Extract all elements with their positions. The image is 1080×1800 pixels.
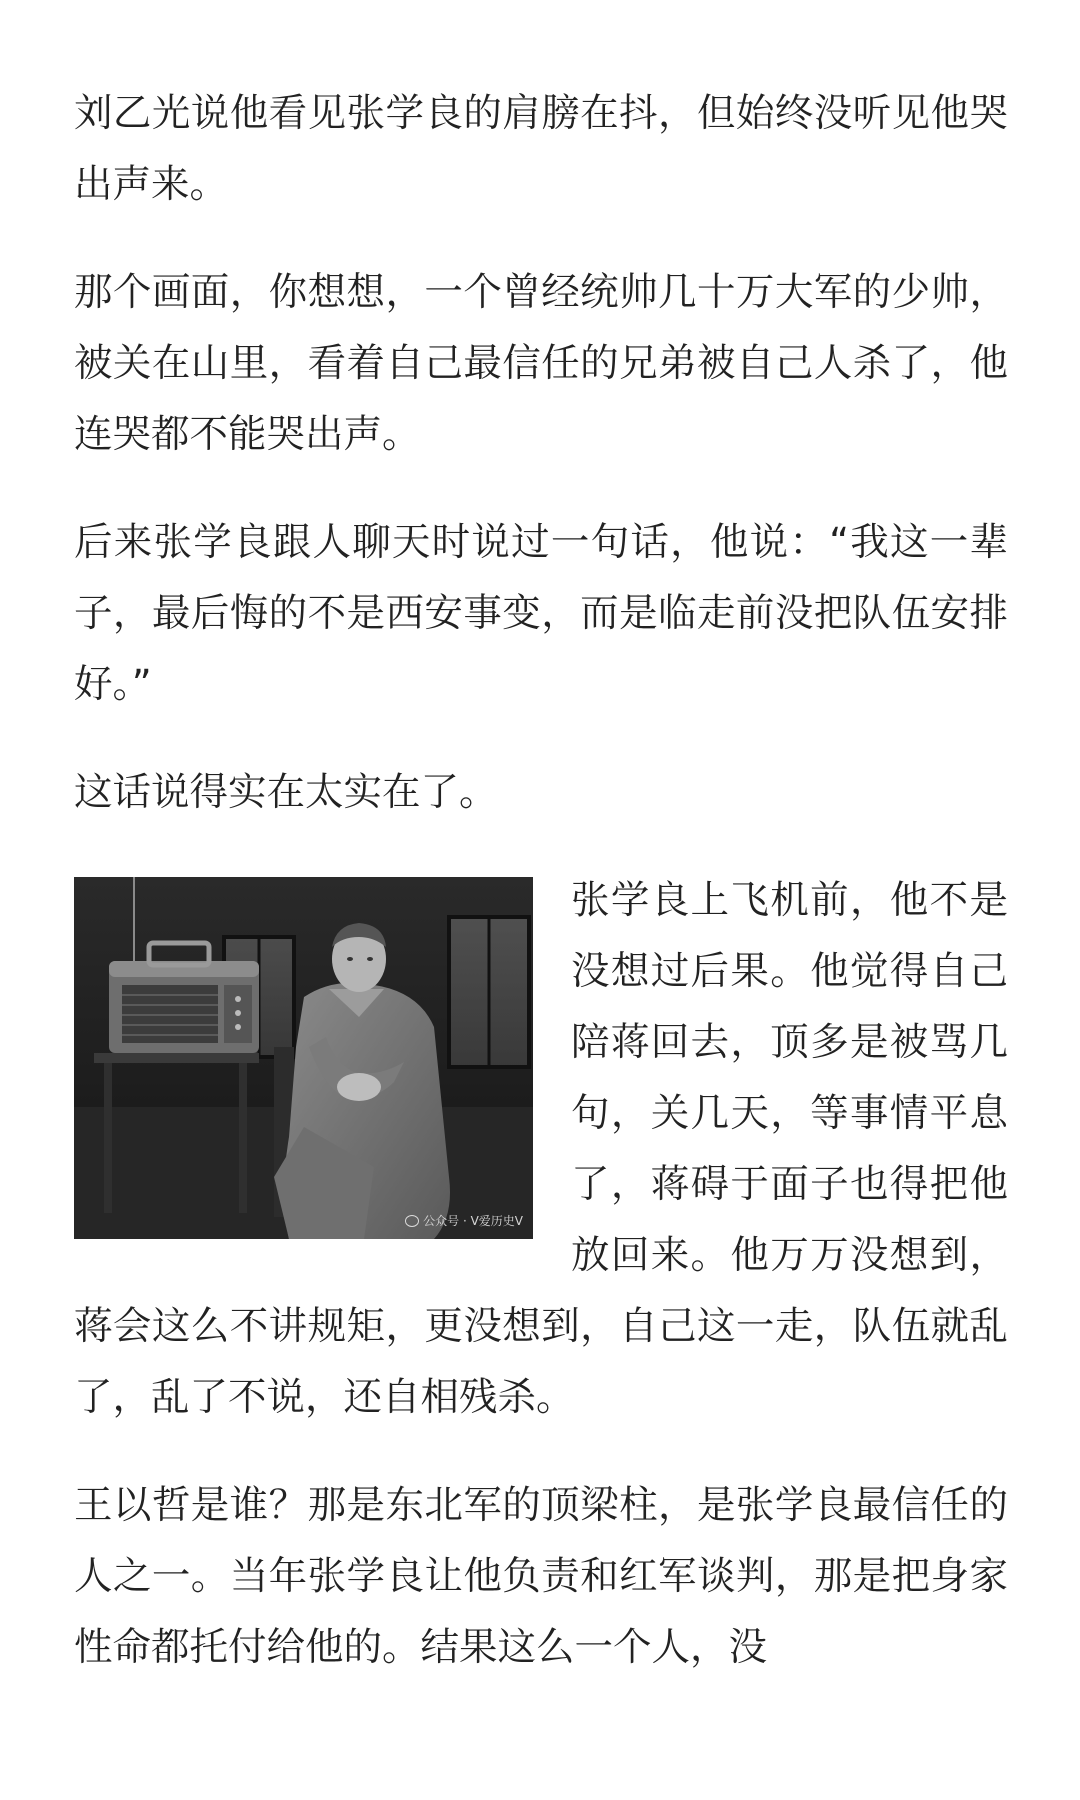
paragraph-5: 张学良上飞机前，他不是没想过后果。他觉得自己陪蒋回去，顶多是被骂几句，关几天，等事情平息了，蒋碍于面子也得把他放回来。他万万没想到，蒋会这么不讲规矩，更没想到，自己这一走，队伍就乱了，乱了不说，还自相残杀。 (74, 878, 1008, 1420)
paragraph-4: 这话说得实在太实在了。 (74, 770, 498, 815)
paragraph-2: 那个画面，你想想，一个曾经统帅几十万大军的少帅，被关在山里，看着自己最信任的兄弟被自己人杀了，他连哭都不能哭出声。 (74, 270, 1008, 457)
paragraph-3: 后来张学良跟人聊天时说过一句话，他说：“我这一辈子，最后悔的不是西安事变，而是临走前没把队伍安排好。” (74, 520, 1008, 707)
wechat-icon (405, 1215, 419, 1227)
photo-illustration (74, 877, 533, 1239)
article-photo[interactable] (74, 877, 533, 1239)
watermark-text: 公众号 · V爱历史V (423, 1214, 523, 1228)
photo-section (74, 865, 1008, 1470)
paragraph-6: 王以哲是谁？那是东北军的顶梁柱，是张学良最信任的人之一。当年张学良让他负责和红军谈判，那是把身家性命都托付给他的。结果这么一个人，没 (74, 1483, 1008, 1670)
photo-watermark (405, 1212, 523, 1229)
paragraph-1: 刘乙光说他看见张学良的肩膀在抖，但始终没听见他哭出声来。 (74, 91, 1008, 207)
